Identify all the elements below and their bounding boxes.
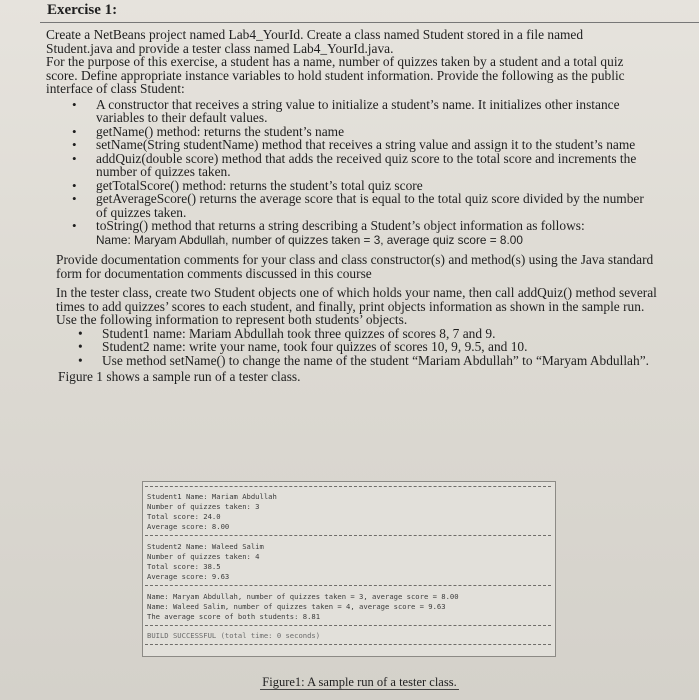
figure-intro: Figure 1 shows a sample run of a tester class.: [58, 369, 301, 384]
list-item: • getAverageScore() returns the average score that is equal to the total quiz score divided by the number of quizzes taken.: [72, 191, 644, 220]
intro-paragraph: [46, 28, 682, 96]
list-item: • setName(String studentName) method that receives a string value and assign it to the student’s name: [72, 137, 636, 152]
intro-line: score. Define appropriate instance variables to hold student information. Provide the following as the public: [46, 67, 625, 83]
student-info-list: [46, 327, 682, 368]
exercise-title: Exercise 1:: [47, 2, 118, 18]
console-line: Average score: 8.00: [147, 522, 230, 531]
bullet-icon: •: [72, 218, 77, 233]
console-divider: [145, 644, 551, 645]
list-item: • getName() method: returns the student’s name: [72, 123, 345, 139]
bullet-icon: •: [72, 123, 77, 139]
list-item: • Student2 name: write your name, took four quizzes of scores 10, 9, 9.5, and 10.: [78, 339, 528, 354]
bullet-icon: •: [72, 96, 77, 112]
console-line: Student1 Name: Mariam Abdullah: [147, 492, 277, 501]
intro-line: Create a NetBeans project named Lab4_YourId. Create a class named Student stored in a file named: [46, 27, 584, 42]
list-item: • toString() method that returns a string describing a Student’s object information as follows: Name: Maryam Abdullah, number of quizzes taken = 3, average quiz score = 8.00: [72, 218, 585, 247]
console-line: Total score: 38.5: [147, 562, 221, 571]
list-item: • Use method setName() to change the name of the student “Mariam Abdullah” to “Maryam Abdullah”.: [78, 352, 649, 368]
exercise-content: [46, 28, 682, 384]
intro-line: interface of class Student:: [46, 81, 185, 96]
console-divider: [145, 535, 551, 536]
console-divider: [145, 625, 551, 626]
bullet-icon: •: [72, 137, 77, 152]
bullet-icon: •: [72, 177, 77, 193]
console-output: [142, 481, 556, 657]
console-line: Average score: 9.63: [147, 572, 230, 581]
build-status: BUILD SUCCESSFUL (total time: 0 seconds): [147, 631, 321, 640]
console-divider: [145, 585, 551, 586]
console-line: The average score of both students: 8.81: [147, 612, 321, 621]
bullet-icon: •: [72, 150, 77, 166]
console-line: Name: Waleed Salim, number of quizzes taken = 4, average score = 9.63: [147, 602, 446, 611]
documentation-paragraph: Provide documentation comments for your class and class constructor(s) and method(s) using the Java standard form for documentation comments discussed in this course: [56, 252, 654, 281]
list-item: • A constructor that receives a string value to initialize a student’s name. It initializes other instance variables to their default values.: [72, 96, 620, 125]
list-item: • addQuiz(double score) method that adds the received quiz score to the total score and increments the number of quizzes taken.: [72, 150, 637, 179]
list-item: • Student1 name: Mariam Abdullah took three quizzes of scores 8, 7 and 9.: [78, 325, 496, 341]
list-item: • getTotalScore() method: returns the student’s total quiz score: [72, 177, 423, 193]
tester-paragraph: In the tester class, create two Student objects one of which holds your name, then call addQuiz() method several times to add quizzes’ scores to each student, and finally, print objects information as shown in the sample run. Use the following information to represent both students’ objects.: [56, 285, 657, 327]
console-line: Number of quizzes taken: 3: [147, 502, 260, 511]
bullet-icon: •: [72, 191, 77, 206]
console-divider: [145, 486, 551, 487]
console-line: Number of quizzes taken: 4: [147, 552, 260, 561]
interface-list: [46, 98, 682, 248]
bullet-icon: •: [78, 339, 83, 354]
bullet-icon: •: [78, 325, 83, 341]
console-line: Student2 Name: Waleed Salim: [147, 542, 264, 551]
bullet-icon: •: [78, 352, 83, 368]
intro-line: For the purpose of this exercise, a student has a name, number of quizzes taken by a student and a total quiz: [46, 54, 624, 69]
intro-line: Student.java and provide a tester class named Lab4_YourId.java.: [46, 40, 394, 56]
console-line: Name: Maryam Abdullah, number of quizzes taken = 3, average score = 8.00: [147, 592, 459, 601]
console-line: Total score: 24.0: [147, 512, 221, 521]
title-divider: [40, 22, 699, 23]
figure-label: Figure1: A sample run of a tester class.: [262, 675, 457, 689]
tostring-sample: Name: Maryam Abdullah, number of quizzes taken = 3, average quiz score = 8.00: [96, 232, 523, 247]
